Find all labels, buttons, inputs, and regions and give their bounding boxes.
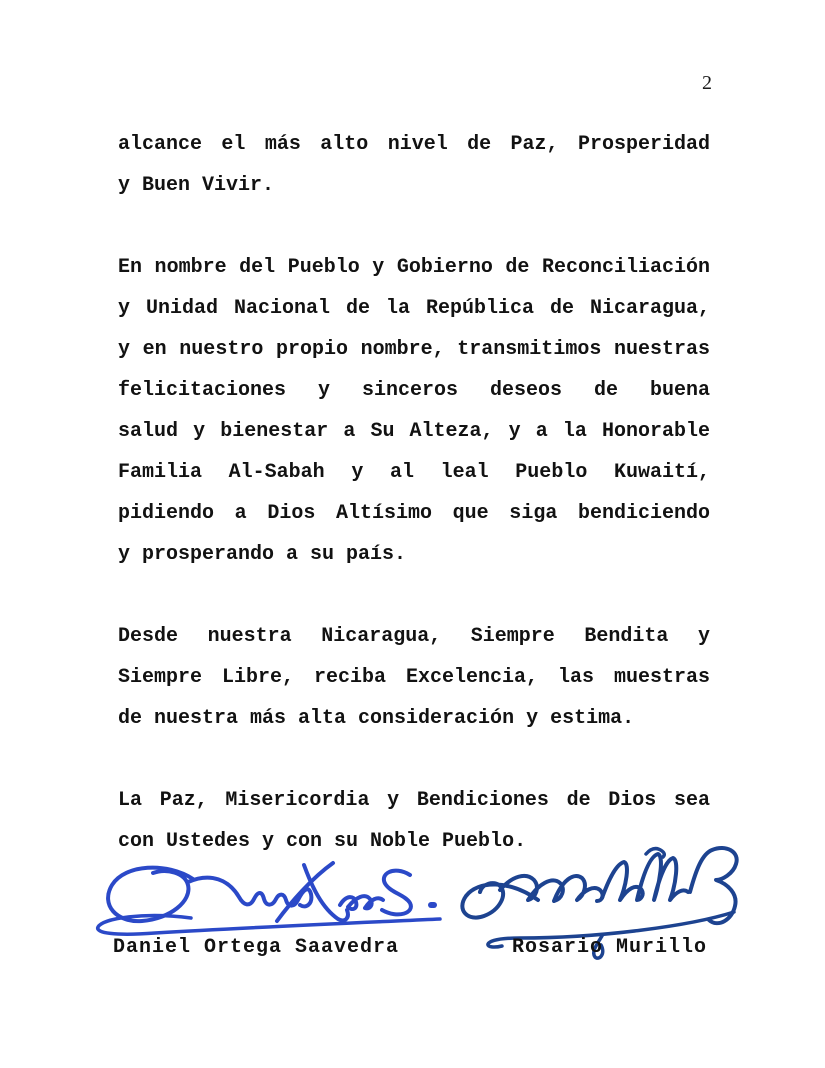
text-line: pidiendo a Dios Altísimo que siga bendiciendo xyxy=(118,502,710,525)
text-line: de nuestra más alta consideración y estima. xyxy=(118,707,635,730)
text-line: Siempre Libre, reciba Excelencia, las muestras xyxy=(118,666,710,689)
text-line: felicitaciones y sinceros deseos de buena xyxy=(118,379,710,402)
ortega-ink-strokes xyxy=(98,863,440,934)
text-line: y en nuestro propio nombre, transmitimos nuestras xyxy=(118,338,710,361)
paragraph-4 xyxy=(118,780,710,862)
page-number: 2 xyxy=(702,72,712,94)
text-line: y Buen Vivir. xyxy=(118,174,275,197)
text-line: salud y bienestar a Su Alteza, y a la Honorable xyxy=(118,420,710,443)
text-line: y Unidad Nacional de la República de Nicaragua, xyxy=(118,297,710,320)
letter-body xyxy=(118,124,710,862)
text-line: alcance el más alto nivel de Paz, Prosperidad xyxy=(118,133,710,156)
ortega-signature-icon xyxy=(93,852,445,940)
signer-name-daniel-ortega: Daniel Ortega Saavedra xyxy=(113,936,400,959)
text-line: La Paz, Misericordia y Bendiciones de Dios sea xyxy=(118,789,710,812)
paragraph-2 xyxy=(118,247,710,575)
text-line: En nombre del Pueblo y Gobierno de Reconciliación xyxy=(118,256,710,279)
paragraph-3 xyxy=(118,616,710,739)
text-line: con Ustedes y con su Noble Pueblo. xyxy=(118,830,527,853)
text-line: Familia Al-Sabah y al leal Pueblo Kuwaití, xyxy=(118,461,710,484)
paragraph-1 xyxy=(118,124,710,206)
signer-name-rosario-murillo: Rosario Murillo xyxy=(512,936,708,959)
text-line: Desde nuestra Nicaragua, Siempre Bendita y xyxy=(118,625,710,648)
text-line: y prosperando a su país. xyxy=(118,543,407,566)
